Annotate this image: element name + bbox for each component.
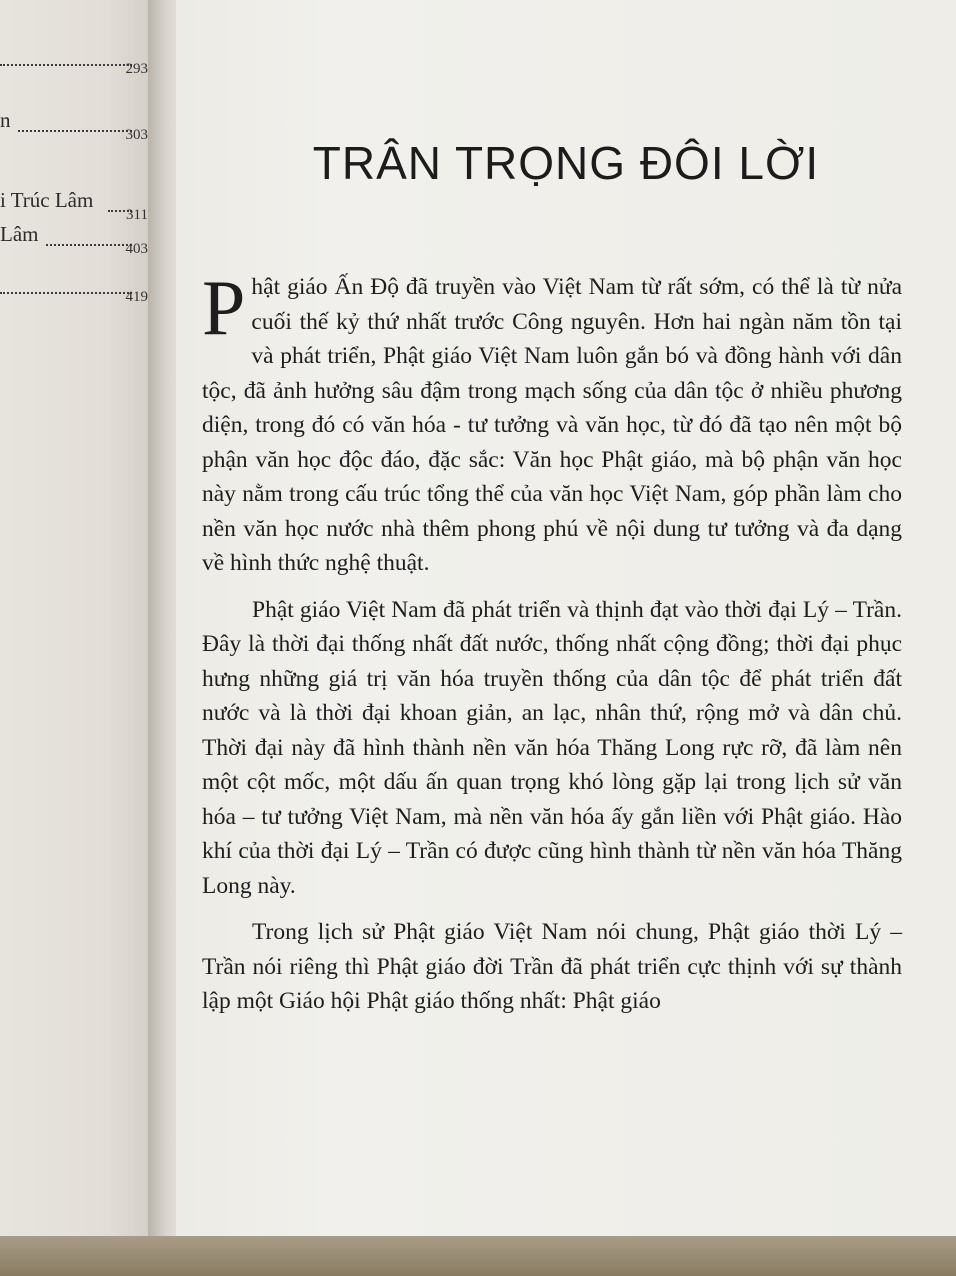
table-surface — [0, 1236, 956, 1276]
toc-entry — [0, 188, 150, 223]
toc-entry-page: 403 — [125, 241, 148, 257]
paragraph-1 — [202, 264, 902, 581]
page-title: TRÂN TRỌNG ĐÔI LỜI — [312, 137, 820, 189]
paragraph-1-text: hật giáo Ấn Độ đã truyền vào Việt Nam từ rất sớm, có thể là từ nửa cuối thế kỷ thứ nhất trước Công nguyên. Hơn hai ngàn năm tồn tại và phát triển, Phật giáo Việt Nam luôn gắn bó và đồng hành với dân tộc, đã ảnh hưởng sâu đậm trong mạch sống của dân tộc ở nhiều phương diện, trong đó có văn hóa - tư tưởng và văn học, từ đó đã tạo nên một bộ phận văn học độc đáo, đặc sắc: Văn học Phật giáo, mà bộ phận văn học này nằm trong cấu trúc tổng thể của văn học Việt Nam, góp phần làm cho nền văn học nước nhà thêm phong phú về nội dung tư tưởng và đa dạng về hình thức nghệ thuật. — [202, 274, 902, 576]
paragraph-3: Trong lịch sử Phật giáo Việt Nam nói chung, Phật giáo thời Lý – Trần nói riêng thì Phật giáo đời Trần đã phát triển cực thịnh với sự thành lập một Giáo hội Phật giáo thống nhất: Phật giáo — [202, 919, 902, 1014]
body-text — [202, 264, 902, 1019]
toc-entry — [0, 270, 150, 305]
toc-entry-page: 311 — [126, 207, 148, 223]
toc-entry-label: Lâm — [0, 222, 39, 246]
toc-leader-dots — [18, 130, 132, 132]
toc-leader-dots — [0, 64, 132, 66]
toc-entry — [0, 42, 150, 77]
paragraph-2: Phật giáo Việt Nam đã phát triển và thịnh đạt vào thời đại Lý – Trần. Đây là thời đại thống nhất đất nước, thống nhất cộng đồng; thời đại phục hưng những giá trị văn hóa truyền thống của dân tộc để phát triển đất nước và là thời đại khoan giản, an lạc, nhân thứ, rộng mở và dân chủ. Thời đại này đã hình thành nền văn hóa Thăng Long rực rỡ, đã làm nên một cột mốc, một dấu ấn quan trọng khó lòng gặp lại trong lịch sử văn hóa – tư tưởng Việt Nam, mà nền văn hóa ấy gắn liền với Phật giáo. Hào khí của thời đại Lý – Trần có được cũng hình thành từ nền văn hóa Thăng Long này. — [202, 596, 902, 899]
toc-leader-dots — [0, 292, 132, 294]
toc-entry-label: n — [0, 108, 11, 132]
toc-entry-page: 293 — [125, 61, 148, 77]
toc-entry-page: 419 — [125, 289, 148, 305]
previous-page — [0, 0, 152, 1276]
toc-entry-label: i Trúc Lâm — [0, 188, 94, 212]
toc-entry — [0, 222, 150, 257]
toc-entry-page: 303 — [125, 127, 148, 143]
main-page — [176, 0, 956, 1276]
drop-cap: P — [202, 264, 246, 351]
toc-entry — [0, 108, 150, 143]
toc-leader-dots — [46, 244, 132, 246]
